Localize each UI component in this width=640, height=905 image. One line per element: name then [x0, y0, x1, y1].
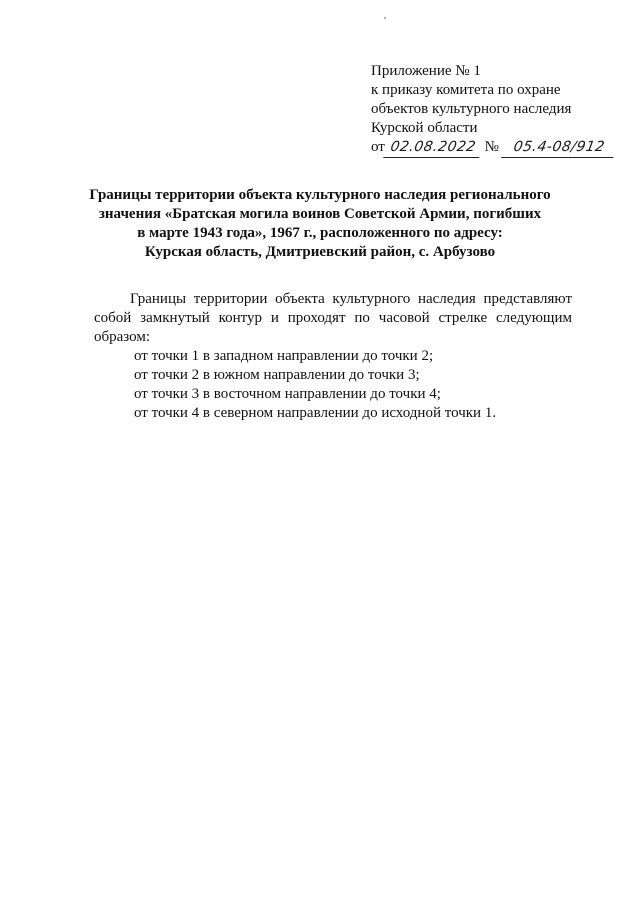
number-label: № — [484, 139, 499, 155]
boundary-point-3: от точки 3 в восточном направлении до точки 4; — [134, 386, 441, 402]
intro-paragraph: Границы территории объекта культурного наследия представляют собой замкнутый контур и проходят по часовой стрелке следующим образом: — [94, 291, 572, 345]
scan-speck — [384, 17, 386, 19]
handwritten-number: 05.4-08/912 — [501, 138, 617, 158]
title-line-3: в марте 1943 года», 1967 г., расположенного по адресу: — [137, 225, 503, 241]
appendix-order-ref-2: объектов культурного наследия — [371, 101, 572, 117]
appendix-date-number — [371, 139, 615, 155]
appendix-region: Курской области — [371, 120, 478, 136]
from-label: от — [371, 139, 385, 155]
document-body — [94, 290, 572, 423]
handwritten-date: 02.08.2022 — [383, 138, 483, 158]
boundary-point-4: от точки 4 в северном направлении до исходной точки 1. — [134, 405, 497, 421]
boundary-point-1: от точки 1 в западном направлении до точки 2; — [134, 348, 434, 364]
title-line-2: значения «Братская могила воинов Советской Армии, погибших — [98, 206, 542, 222]
boundary-point-2: от точки 2 в южном направлении до точки 3; — [134, 367, 420, 383]
document-title — [80, 186, 560, 262]
appendix-header — [371, 62, 621, 158]
appendix-order-ref: к приказу комитета по охране — [371, 82, 561, 98]
appendix-title: Приложение № 1 — [371, 63, 481, 79]
title-line-4: Курская область, Дмитриевский район, с. Арбузово — [144, 244, 496, 260]
title-line-1: Границы территории объекта культурного наследия регионального — [89, 187, 551, 203]
